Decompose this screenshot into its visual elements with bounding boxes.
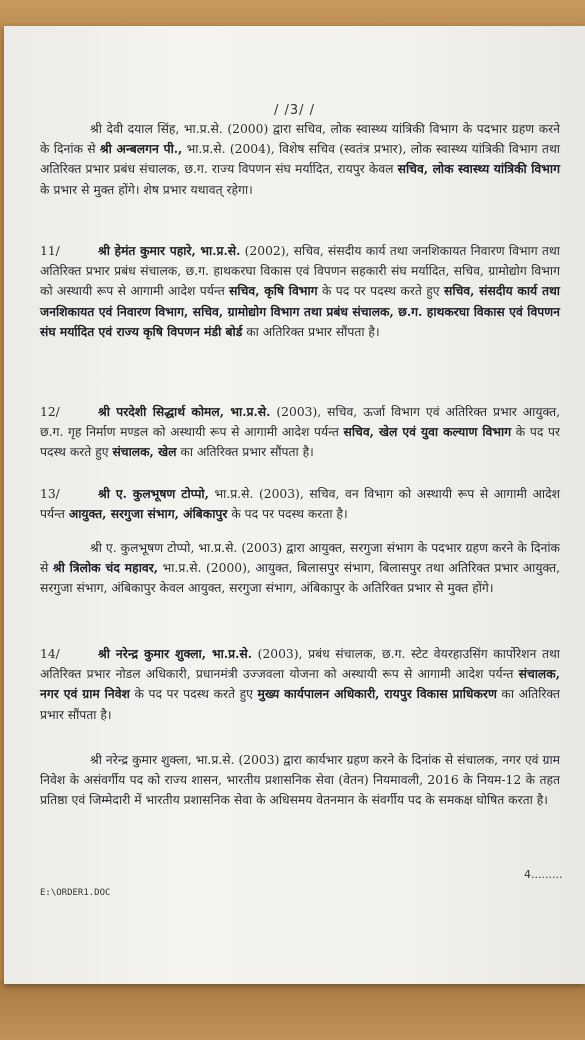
- text-run: भा.प्र.से. (2003), सचिव, वन विभाग को अस्थायी रूप से आगामी आदेश पर्यन्त: [40, 487, 560, 522]
- page-number: 4.........: [524, 868, 563, 881]
- bold-text-run: मुख्य कार्यपालन अधिकारी, रायपुर विकास प्राधिकरण: [257, 686, 497, 702]
- bold-text-run: श्री ए. कुलभूषण टोप्पो,: [98, 486, 209, 501]
- text-run: (2003), सचिव, ऊर्जा विभाग एवं अतिरिक्त प्रभार आयुक्त, छ.ग. गृह निर्माण मण्डल को अस्थायी रूप से आगामी आदेश पर्यन्त: [40, 405, 561, 440]
- text-run: भा.प्र.से. (2000), आयुक्त, बिलासपुर संभाग, बिलासपुर तथा अतिरिक्त प्रभार आयुक्त, सरगुजा संभाग, अंबिकापुर केवल आयुक्त, सरगुजा संभाग, अंबिकापुर के अतिरिक्त प्रभार से मुक्त होंगे।: [40, 561, 560, 596]
- text-run: के पद पर पदस्थ करते हुए: [317, 284, 444, 299]
- bold-text-run: सचिव, संसदीय कार्य तथा जनशिकायत एवं निवारण विभाग, सचिव, ग्रामोद्योग विभाग तथा प्रबंध संचालक, छ.ग. हाथकरघा विकास एवं विपणन संघ मर्यादित एवं राज्य कृषि विपणन मंडी बोर्ड: [40, 283, 560, 339]
- paragraph-p1: [40, 119, 560, 200]
- bold-text-run: संचालक, नगर एवं ग्राम निवेश: [40, 666, 560, 702]
- bold-text-run: आयुक्त, सरगुजा संभाग, अंबिकापुर: [68, 506, 228, 522]
- text-run: के पद पर पदस्थ करते हुए: [129, 687, 258, 702]
- bold-text-run: संचालक, खेल: [112, 444, 177, 460]
- item-number: 12/: [40, 405, 60, 419]
- text-run: भा.प्र.से. (2004), विशेष सचिव (स्वतंत्र प्रभार), लोक स्वास्थ्य यांत्रिकी विभाग तथा अतिरिक्त प्रभार प्रबंध संचालक, छ.ग. राज्य विपणन संघ मर्यादित, रायपुर केवल: [40, 142, 560, 177]
- table-surface-bottom: [0, 980, 585, 1040]
- bold-text-run: सचिव, लोक स्वास्थ्य यांत्रिकी विभाग: [397, 161, 560, 177]
- text-run: के पद पर पदस्थ करता है।: [227, 507, 348, 522]
- bold-text-run: श्री अन्बलगन पी.,: [99, 141, 183, 157]
- text-run: श्री देवी दयाल सिंह, भा.प्र.से. (2000) द्वारा सचिव, लोक स्वास्थ्य यांत्रिकी विभाग के पदभार ग्रहण करने के दिनांक से: [40, 122, 560, 157]
- bold-text-run: सचिव, खेल एवं युवा कल्याण विभाग: [343, 424, 512, 440]
- item-number: 11/: [40, 244, 60, 258]
- text-run: का अतिरिक्त प्रभार सौंपता है।: [40, 687, 561, 722]
- page-header: / /3/ /: [273, 103, 316, 118]
- paragraph-p7: [40, 750, 560, 811]
- text-run: का अतिरिक्त प्रभार सौंपता है।: [242, 324, 380, 339]
- bold-text-run: श्री नरेन्द्र कुमार शुक्ला, भा.प्र.से.: [98, 646, 252, 661]
- text-run: के प्रभार से मुक्त होंगे। शेष प्रभार यथावत् रहेगा।: [40, 182, 253, 197]
- text-run: श्री नरेन्द्र कुमार शुक्ला, भा.प्र.से. (2003) द्वारा कार्यभार ग्रहण करने के दिनांक से संचालक, नगर एवं ग्राम निवेश के असंवर्गीय पद को राज्य शासन, भारतीय प्रशासनिक सेवा (वेतन) नियमावली, 2016 के नियम-12 के तहत प्रतिष्ठा एवं जिम्मेदारी में भारतीय प्रशासनिक सेवा के अधिसमय वेतनमान के संवर्गीय पद के समकक्ष घोषित करता है।: [40, 753, 560, 808]
- paragraph-p4: [40, 484, 560, 524]
- text-run: का अतिरिक्त प्रभार सौंपता है।: [176, 445, 314, 460]
- bold-text-run: श्री हेमंत कुमार पहारे, भा.प्र.से.: [98, 243, 241, 258]
- text-run: (2002), सचिव, संसदीय कार्य तथा जनशिकायत निवारण विभाग तथा अतिरिक्त प्रभार प्रबंध संचालक, छ.ग. हाथकरघा विकास एवं विपणन सहकारी संघ मर्यादित, सचिव, ग्रामोद्योग विभाग को अस्थायी रूप से आगामी आदेश पर्यन्त: [40, 244, 560, 299]
- bold-text-run: सचिव, कृषि विभाग: [229, 283, 318, 299]
- paragraph-p6: [40, 644, 560, 725]
- text-run: (2003), प्रबंध संचालक, छ.ग. स्टेट वेयरहाउसिंग कार्पोरेशन तथा अतिरिक्त प्रभार नोडल अधिकारी, प्रधानमंत्री उज्जवला योजना को अस्थायी रूप से आगामी आदेश पर्यन्त: [40, 647, 560, 682]
- paragraph-p2: [40, 241, 560, 342]
- item-number: 13/: [40, 487, 60, 501]
- item-number: 14/: [40, 647, 60, 661]
- footer-filename: E:\ORDER1.DOC: [40, 888, 111, 898]
- paragraph-p5: [40, 538, 560, 599]
- text-run: श्री ए. कुलभूषण टोप्पो, भा.प्र.से. (2003) द्वारा आयुक्त, सरगुजा संभाग के पदभार ग्रहण करने के दिनांक से: [40, 541, 560, 576]
- document-page: [4, 26, 585, 984]
- text-run: के पद पर पदस्थ करते हुए: [40, 425, 560, 460]
- paragraph-p3: [40, 402, 560, 463]
- bold-text-run: श्री त्रिलोक चंद महावर,: [52, 560, 159, 576]
- bold-text-run: श्री परदेशी सिद्धार्थ कोमल, भा.प्र.से.: [98, 404, 271, 419]
